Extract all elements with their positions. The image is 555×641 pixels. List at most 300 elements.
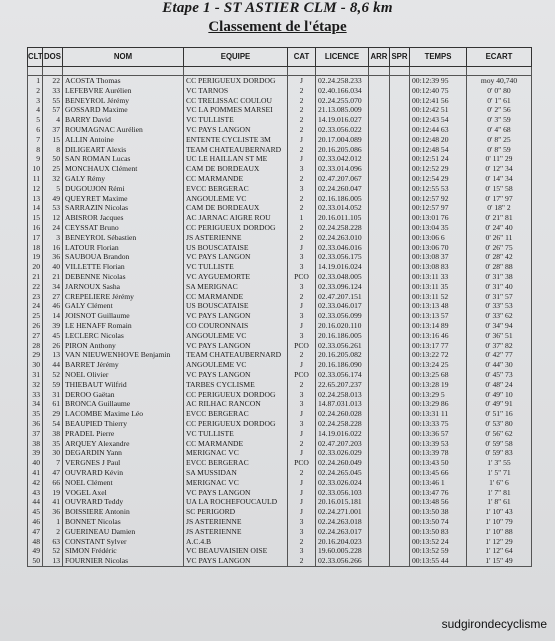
- cell-dos: 14: [43, 311, 63, 321]
- cell-dos: 45: [43, 331, 63, 341]
- cell-equipe: ANGOULEME VC: [184, 194, 288, 204]
- cell-cat: PCO: [288, 370, 316, 380]
- table-row: [28, 184, 532, 194]
- cell-nom: LACOMBE Maxime Léo: [63, 409, 184, 419]
- cell-licence: 02.24.265.045: [316, 468, 369, 478]
- cell-arr: [369, 203, 390, 213]
- cell-licence: 02.40.166.034: [316, 86, 369, 96]
- cell-dos: 26: [43, 341, 63, 351]
- cell-equipe: VC BEAUVAISIEN OISE: [184, 546, 288, 556]
- cell-arr: [369, 497, 390, 507]
- cell-spr: [390, 546, 410, 556]
- spacer-cell: [410, 67, 467, 76]
- cell-equipe: SA MERIGNAC: [184, 282, 288, 292]
- cell-licence: 02.24.258.228: [316, 419, 369, 429]
- cell-ecart: 0' 24" 40: [467, 223, 532, 233]
- table-row: [28, 105, 532, 115]
- cell-ecart: 0' 1" 61: [467, 96, 532, 106]
- cell-ecart: 1' 5" 71: [467, 468, 532, 478]
- table-row: [28, 135, 532, 145]
- cell-dos: 36: [43, 507, 63, 517]
- cell-equipe: CC PERIGUEUX DORDOG: [184, 419, 288, 429]
- cell-spr: [390, 331, 410, 341]
- cell-cat: J: [288, 243, 316, 253]
- cell-dos: 21: [43, 272, 63, 282]
- cell-licence: 02.24.260.028: [316, 409, 369, 419]
- cell-dos: 66: [43, 478, 63, 488]
- cell-nom: NOEL Olivier: [63, 370, 184, 380]
- cell-arr: [369, 243, 390, 253]
- cell-licence: 22.65.207.237: [316, 380, 369, 390]
- cell-licence: 14.19.016.022: [316, 429, 369, 439]
- cell-clt: 17: [28, 233, 43, 243]
- cell-ecart: 0' 15" 58: [467, 184, 532, 194]
- cell-ecart: 0' 26" 75: [467, 243, 532, 253]
- cell-cat: 3: [288, 331, 316, 341]
- cell-spr: [390, 419, 410, 429]
- spacer-cell: [316, 67, 369, 76]
- cell-arr: [369, 331, 390, 341]
- cell-clt: 16: [28, 223, 43, 233]
- cell-dos: 16: [43, 243, 63, 253]
- cell-licence: 02.47.207.151: [316, 292, 369, 302]
- cell-clt: 24: [28, 301, 43, 311]
- header-licence: LICENCE: [316, 48, 369, 67]
- cell-nom: CREPELIERE Jérémy: [63, 292, 184, 302]
- cell-cat: PCO: [288, 272, 316, 282]
- cell-ecart: 0' 14" 34: [467, 174, 532, 184]
- cell-temps: 00:13:25 68: [410, 370, 467, 380]
- table-row: [28, 487, 532, 497]
- cell-nom: BOISSIERE Antonin: [63, 507, 184, 517]
- cell-temps: 00:13:36 57: [410, 429, 467, 439]
- cell-licence: 02.33.056.103: [316, 487, 369, 497]
- cell-cat: 2: [288, 556, 316, 566]
- cell-cat: J: [288, 497, 316, 507]
- cell-arr: [369, 429, 390, 439]
- cell-equipe: EVCC BERGERAC: [184, 184, 288, 194]
- cell-arr: [369, 458, 390, 468]
- cell-licence: 02.24.271.001: [316, 507, 369, 517]
- cell-spr: [390, 507, 410, 517]
- cell-cat: J: [288, 301, 316, 311]
- cell-equipe: CC MARMANDE: [184, 174, 288, 184]
- cell-nom: SAUBOUA Brandon: [63, 252, 184, 262]
- cell-ecart: 0' 28" 42: [467, 252, 532, 262]
- cell-nom: SIMON Frédéric: [63, 546, 184, 556]
- cell-spr: [390, 536, 410, 546]
- cell-spr: [390, 115, 410, 125]
- cell-equipe: TEAM CHATEAUBERNARD: [184, 145, 288, 155]
- cell-temps: 00:13:11 52: [410, 292, 467, 302]
- cell-cat: 3: [288, 164, 316, 174]
- table-row: [28, 164, 532, 174]
- cell-licence: 20.16.205.086: [316, 145, 369, 155]
- cell-nom: CEYSSAT Bruno: [63, 223, 184, 233]
- cell-spr: [390, 409, 410, 419]
- cell-licence: 02.33.056.022: [316, 125, 369, 135]
- cell-dos: 22: [43, 76, 63, 86]
- cell-temps: 00:13:45 66: [410, 468, 467, 478]
- cell-arr: [369, 517, 390, 527]
- cell-equipe: CC PERIGUEUX DORDOG: [184, 76, 288, 86]
- cell-clt: 7: [28, 135, 43, 145]
- cell-spr: [390, 125, 410, 135]
- cell-temps: 00:13:28 19: [410, 380, 467, 390]
- cell-clt: 47: [28, 527, 43, 537]
- cell-arr: [369, 86, 390, 96]
- cell-arr: [369, 174, 390, 184]
- table-row: [28, 380, 532, 390]
- cell-spr: [390, 272, 410, 282]
- cell-temps: 00:13:13 48: [410, 301, 467, 311]
- cell-clt: 1: [28, 76, 43, 86]
- cell-nom: JOISNOT Guillaume: [63, 311, 184, 321]
- table-row: [28, 536, 532, 546]
- table-row: [28, 243, 532, 253]
- cell-temps: 00:12:44 63: [410, 125, 467, 135]
- cell-arr: [369, 282, 390, 292]
- cell-dos: 13: [43, 350, 63, 360]
- cell-equipe: CC MARMANDE: [184, 292, 288, 302]
- cell-temps: 00:13:55 44: [410, 556, 467, 566]
- cell-dos: 54: [43, 419, 63, 429]
- cell-arr: [369, 292, 390, 302]
- cell-spr: [390, 194, 410, 204]
- cell-temps: 00:13:22 72: [410, 350, 467, 360]
- cell-arr: [369, 448, 390, 458]
- table-row: [28, 399, 532, 409]
- cell-cat: J: [288, 487, 316, 497]
- cell-equipe: CAM DE BORDEAUX: [184, 164, 288, 174]
- cell-arr: [369, 341, 390, 351]
- cell-clt: 27: [28, 331, 43, 341]
- cell-licence: 02.33.048.005: [316, 272, 369, 282]
- cell-equipe: VC PAYS LANGON: [184, 487, 288, 497]
- table-row: [28, 556, 532, 566]
- cell-equipe: US BOUSCATAISE: [184, 301, 288, 311]
- cell-dos: 34: [43, 282, 63, 292]
- cell-arr: [369, 527, 390, 537]
- cell-licence: 02.16.186.005: [316, 194, 369, 204]
- cell-equipe: VC PAYS LANGON: [184, 311, 288, 321]
- cell-clt: 22: [28, 282, 43, 292]
- cell-clt: 42: [28, 478, 43, 488]
- header-equipe: EQUIPE: [184, 48, 288, 67]
- page-title: Etape 1 - ST ASTIER CLM - 8,6 km: [162, 0, 393, 16]
- cell-dos: 44: [43, 360, 63, 370]
- cell-nom: VAN NIEUWENHOVE Benjamin: [63, 350, 184, 360]
- cell-cat: 1: [288, 213, 316, 223]
- table-row: [28, 350, 532, 360]
- cell-ecart: 1' 3" 55: [467, 458, 532, 468]
- cell-nom: JARNOUX Sasha: [63, 282, 184, 292]
- table-row: [28, 331, 532, 341]
- cell-temps: 00:13:14 89: [410, 321, 467, 331]
- cell-ecart: 0' 31" 38: [467, 272, 532, 282]
- cell-clt: 39: [28, 448, 43, 458]
- cell-arr: [369, 223, 390, 233]
- header-ecart: ECART: [467, 48, 532, 67]
- cell-cat: PCO: [288, 458, 316, 468]
- table-row: [28, 145, 532, 155]
- cell-licence: 02.33.046.016: [316, 243, 369, 253]
- cell-spr: [390, 154, 410, 164]
- table-row: [28, 341, 532, 351]
- cell-clt: 32: [28, 380, 43, 390]
- cell-dos: 47: [43, 468, 63, 478]
- table-row: [28, 174, 532, 184]
- cell-clt: 3: [28, 96, 43, 106]
- cell-arr: [369, 194, 390, 204]
- cell-equipe: VC TULLISTE: [184, 262, 288, 272]
- cell-ecart: 0' 12" 34: [467, 164, 532, 174]
- cell-ecart: 0' 36" 51: [467, 331, 532, 341]
- cell-arr: [369, 213, 390, 223]
- table-row: [28, 292, 532, 302]
- cell-spr: [390, 184, 410, 194]
- cell-dos: 15: [43, 135, 63, 145]
- table-row: [28, 262, 532, 272]
- cell-clt: 46: [28, 517, 43, 527]
- spacer-cell: [467, 67, 532, 76]
- cell-dos: 30: [43, 448, 63, 458]
- cell-arr: [369, 96, 390, 106]
- cell-temps: 00:13:11 35: [410, 282, 467, 292]
- cell-ecart: 0' 18" 2: [467, 203, 532, 213]
- cell-temps: 00:12:57 92: [410, 194, 467, 204]
- cell-nom: OUVRARD Teddy: [63, 497, 184, 507]
- cell-ecart: 0' 2" 56: [467, 105, 532, 115]
- table-row: [28, 86, 532, 96]
- cell-clt: 36: [28, 419, 43, 429]
- cell-dos: 4: [43, 115, 63, 125]
- cell-cat: 2: [288, 292, 316, 302]
- cell-dos: 36: [43, 252, 63, 262]
- cell-temps: 00:13:39 78: [410, 448, 467, 458]
- cell-licence: 02.24.263.018: [316, 517, 369, 527]
- cell-cat: 2: [288, 350, 316, 360]
- cell-ecart: 1' 6" 6: [467, 478, 532, 488]
- cell-spr: [390, 311, 410, 321]
- cell-licence: 20.16.011.105: [316, 213, 369, 223]
- cell-clt: 29: [28, 350, 43, 360]
- cell-clt: 19: [28, 252, 43, 262]
- cell-arr: [369, 145, 390, 155]
- spacer-cell: [28, 67, 43, 76]
- cell-clt: 43: [28, 487, 43, 497]
- cell-equipe: JS ASTERIENNE: [184, 233, 288, 243]
- table-row: [28, 203, 532, 213]
- cell-dos: 53: [43, 203, 63, 213]
- cell-arr: [369, 360, 390, 370]
- cell-temps: 00:13:24 25: [410, 360, 467, 370]
- cell-spr: [390, 76, 410, 86]
- cell-temps: 00:12:55 53: [410, 184, 467, 194]
- cell-nom: LE HENAFF Romain: [63, 321, 184, 331]
- cell-cat: 3: [288, 252, 316, 262]
- cell-ecart: 0' 8" 59: [467, 145, 532, 155]
- cell-equipe: ANGOULEME VC: [184, 360, 288, 370]
- cell-nom: QUEYRET Maxime: [63, 194, 184, 204]
- cell-cat: 2: [288, 86, 316, 96]
- cell-cat: 2: [288, 105, 316, 115]
- cell-nom: PIRON Anthony: [63, 341, 184, 351]
- cell-arr: [369, 507, 390, 517]
- cell-clt: 20: [28, 262, 43, 272]
- cell-licence: 20.16.186.090: [316, 360, 369, 370]
- cell-temps: 00:12:52 29: [410, 164, 467, 174]
- cell-ecart: 0' 28" 88: [467, 262, 532, 272]
- cell-cat: J: [288, 360, 316, 370]
- cell-clt: 45: [28, 507, 43, 517]
- table-row: [28, 96, 532, 106]
- cell-dos: 55: [43, 96, 63, 106]
- cell-cat: 2: [288, 203, 316, 213]
- cell-cat: 3: [288, 311, 316, 321]
- cell-spr: [390, 262, 410, 272]
- cell-cat: 2: [288, 223, 316, 233]
- cell-ecart: 0' 33" 62: [467, 311, 532, 321]
- cell-spr: [390, 478, 410, 488]
- cell-nom: NOEL Clément: [63, 478, 184, 488]
- cell-arr: [369, 468, 390, 478]
- cell-arr: [369, 154, 390, 164]
- table-row: [28, 223, 532, 233]
- table-row: [28, 517, 532, 527]
- table-row: [28, 213, 532, 223]
- cell-temps: 00:13:13 57: [410, 311, 467, 321]
- cell-equipe: JS ASTERIENNE: [184, 517, 288, 527]
- cell-equipe: VC PAYS LANGON: [184, 556, 288, 566]
- cell-dos: 39: [43, 321, 63, 331]
- cell-nom: CONSTANT Sylver: [63, 536, 184, 546]
- cell-equipe: SC PERIGORD: [184, 507, 288, 517]
- cell-ecart: 0' 34" 94: [467, 321, 532, 331]
- cell-temps: 00:13:50 83: [410, 527, 467, 537]
- cell-ecart: 0' 26" 11: [467, 233, 532, 243]
- cell-dos: 35: [43, 438, 63, 448]
- cell-clt: 33: [28, 390, 43, 400]
- header-spr: SPR: [390, 48, 410, 67]
- cell-arr: [369, 350, 390, 360]
- cell-nom: BENEYROL Jérémy: [63, 96, 184, 106]
- cell-equipe: US BOUSCATAISE: [184, 243, 288, 253]
- cell-temps: 00:13:50 38: [410, 507, 467, 517]
- cell-temps: 00:12:48 20: [410, 135, 467, 145]
- cell-nom: GOSSARD Maxime: [63, 105, 184, 115]
- cell-spr: [390, 399, 410, 409]
- cell-dos: 33: [43, 86, 63, 96]
- cell-spr: [390, 174, 410, 184]
- cell-temps: 00:13:06 6: [410, 233, 467, 243]
- cell-temps: 00:12:42 51: [410, 105, 467, 115]
- cell-ecart: 1' 7" 81: [467, 487, 532, 497]
- cell-clt: 40: [28, 458, 43, 468]
- cell-clt: 38: [28, 438, 43, 448]
- cell-licence: 02.24.255.070: [316, 96, 369, 106]
- header-clt: CLT: [28, 48, 43, 67]
- cell-cat: 3: [288, 419, 316, 429]
- cell-spr: [390, 243, 410, 253]
- cell-cat: 3: [288, 262, 316, 272]
- page-subtitle: Classement de l'étape: [208, 19, 347, 35]
- cell-nom: BARRET Jérémy: [63, 360, 184, 370]
- cell-licence: 02.33.026.024: [316, 478, 369, 488]
- cell-cat: J: [288, 135, 316, 145]
- cell-dos: 37: [43, 125, 63, 135]
- cell-licence: 02.33.046.017: [316, 301, 369, 311]
- cell-cat: 3: [288, 399, 316, 409]
- cell-licence: 02.33.014.052: [316, 203, 369, 213]
- cell-cat: J: [288, 76, 316, 86]
- cell-nom: FOURNIER Nicolas: [63, 556, 184, 566]
- cell-licence: 02.33.056.261: [316, 341, 369, 351]
- cell-dos: 1: [43, 517, 63, 527]
- cell-clt: 2: [28, 86, 43, 96]
- cell-licence: 02.47.207.203: [316, 438, 369, 448]
- cell-dos: 40: [43, 262, 63, 272]
- cell-cat: J: [288, 409, 316, 419]
- cell-licence: 02.33.042.012: [316, 154, 369, 164]
- cell-cat: 2: [288, 233, 316, 243]
- cell-nom: BRONCA Guillaume: [63, 399, 184, 409]
- cell-arr: [369, 164, 390, 174]
- cell-nom: VILLETTE Florian: [63, 262, 184, 272]
- cell-cat: 3: [288, 184, 316, 194]
- cell-licence: 02.24.263.010: [316, 233, 369, 243]
- table-row: [28, 301, 532, 311]
- cell-equipe: AC RILHAC RANCON: [184, 399, 288, 409]
- cell-temps: 00:13:16 46: [410, 331, 467, 341]
- table-row: [28, 76, 532, 86]
- cell-dos: 50: [43, 154, 63, 164]
- cell-temps: 00:12:51 24: [410, 154, 467, 164]
- cell-temps: 00:12:39 95: [410, 76, 467, 86]
- cell-cat: J: [288, 448, 316, 458]
- cell-clt: 48: [28, 536, 43, 546]
- cell-temps: 00:13:29 86: [410, 399, 467, 409]
- cell-cat: 2: [288, 96, 316, 106]
- cell-dos: 31: [43, 390, 63, 400]
- cell-spr: [390, 517, 410, 527]
- cell-equipe: VC PAYS LANGON: [184, 370, 288, 380]
- cell-temps: 00:13:47 76: [410, 487, 467, 497]
- table-spacer-row: [28, 67, 532, 76]
- cell-temps: 00:12:57 97: [410, 203, 467, 213]
- cell-clt: 31: [28, 370, 43, 380]
- cell-equipe: CC TRELISSAC COULOU: [184, 96, 288, 106]
- cell-cat: 2: [288, 174, 316, 184]
- cell-temps: 00:12:48 54: [410, 145, 467, 155]
- cell-temps: 00:13:04 35: [410, 223, 467, 233]
- cell-licence: 14.19.016.024: [316, 262, 369, 272]
- cell-nom: LATOUR Florian: [63, 243, 184, 253]
- cell-ecart: 1' 10" 88: [467, 527, 532, 537]
- cell-arr: [369, 546, 390, 556]
- cell-equipe: VC TARNOS: [184, 86, 288, 96]
- cell-ecart: 0' 31" 57: [467, 292, 532, 302]
- header-cat: CAT: [288, 48, 316, 67]
- cell-licence: 02.24.260.047: [316, 184, 369, 194]
- table-row: [28, 419, 532, 429]
- cell-clt: 25: [28, 311, 43, 321]
- cell-clt: 49: [28, 546, 43, 556]
- cell-temps: 00:13:46 1: [410, 478, 467, 488]
- cell-dos: 25: [43, 164, 63, 174]
- cell-temps: 00:13:39 53: [410, 438, 467, 448]
- cell-licence: 14.19.016.027: [316, 115, 369, 125]
